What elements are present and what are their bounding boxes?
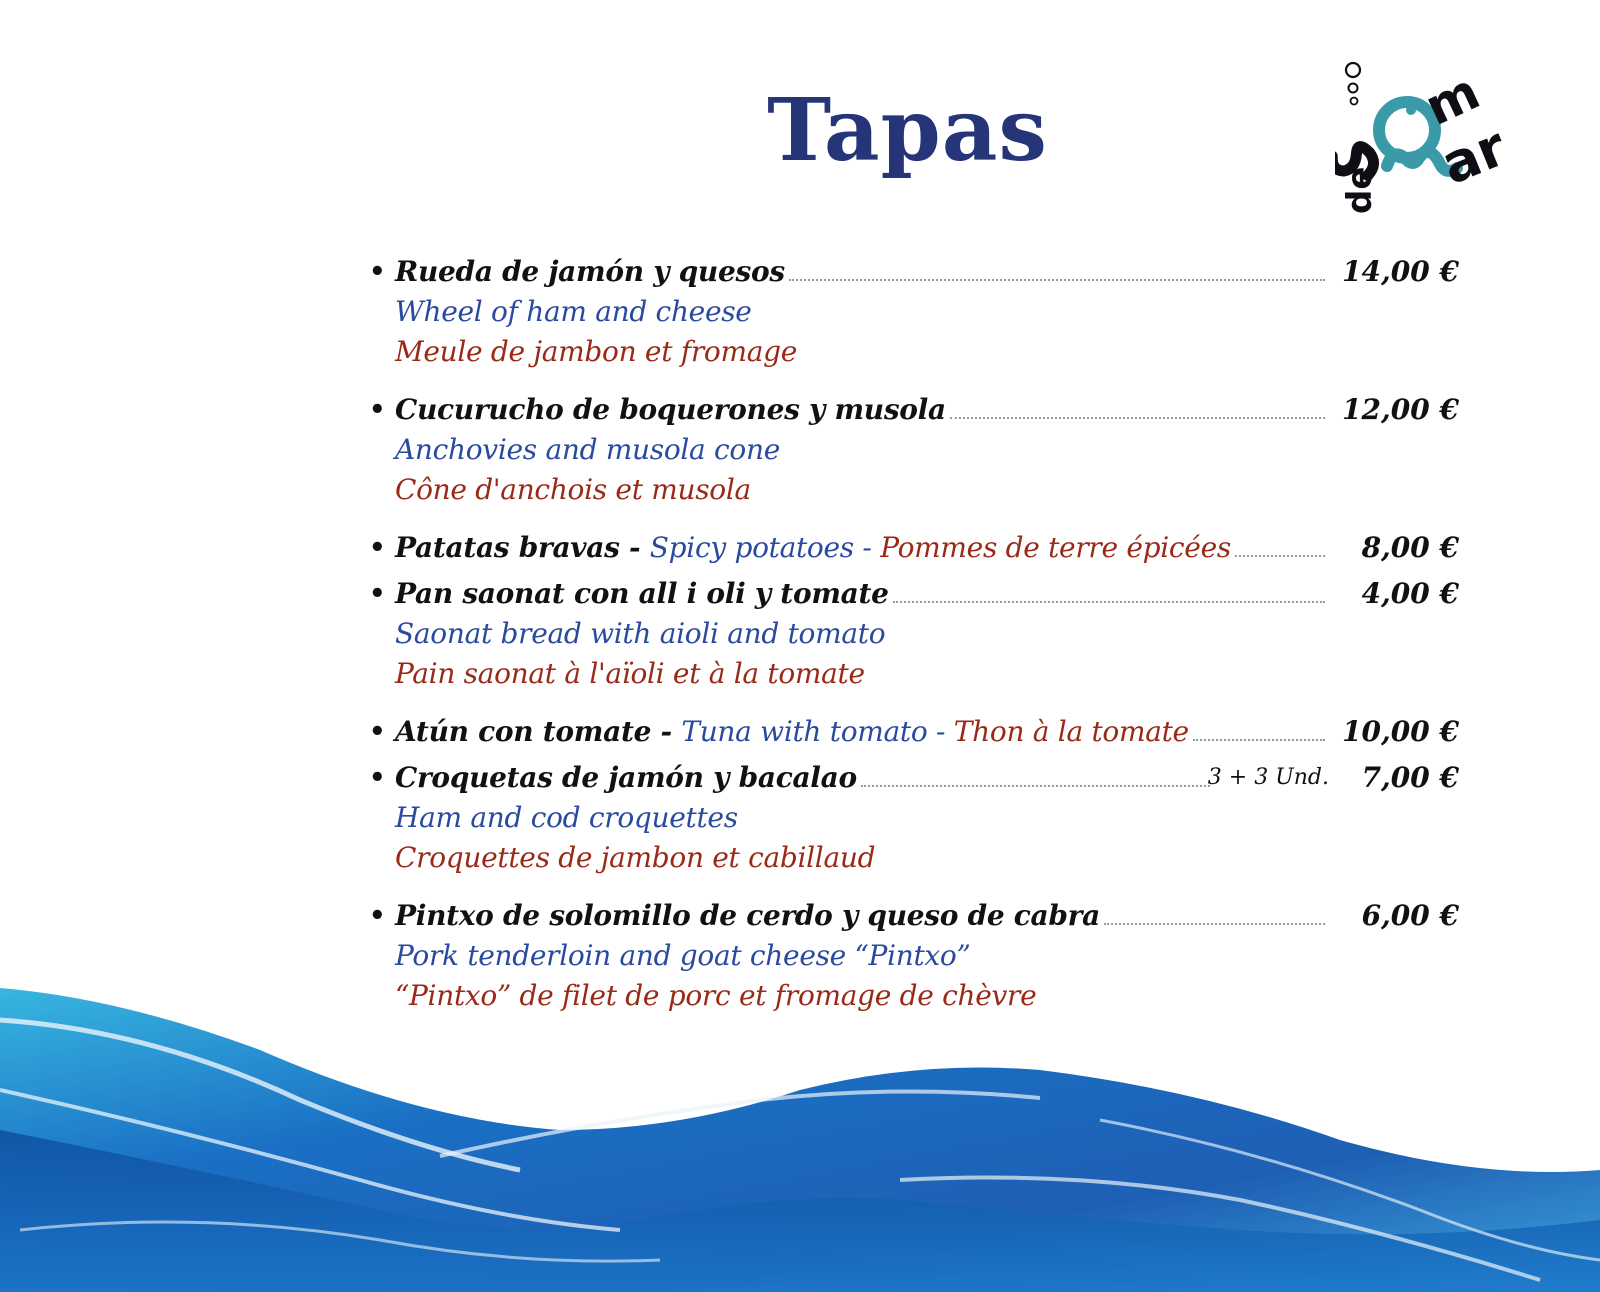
item-french: Meule de jambon et fromage [395, 335, 798, 368]
bullet-icon: • [369, 579, 386, 609]
dot-leader [789, 278, 1325, 281]
menu-item [369, 390, 1459, 510]
item-french: Pain saonat à l'aïoli et à la tomate [395, 657, 865, 690]
menu-item [369, 528, 1459, 568]
menu-item [369, 758, 1459, 878]
bubble-small [1351, 98, 1358, 105]
menu-item [369, 252, 1459, 372]
item-price: 6,00 € [1361, 899, 1459, 932]
item-price: 10,00 € [1342, 715, 1459, 748]
item-name: Atún con tomate [395, 715, 652, 748]
dot-leader [1104, 922, 1325, 925]
bubble-medium [1349, 84, 1358, 93]
item-french: Thon à la tomate [953, 715, 1189, 748]
item-french: “Pintxo” de filet de porc et fromage de chèvre [395, 979, 1037, 1012]
page-title: Tapas [767, 80, 1048, 181]
item-name: Rueda de jamón y quesos [395, 255, 785, 288]
item-name: Pan saonat con all i oli y tomate [395, 577, 889, 610]
item-english: Ham and cod croquettes [395, 801, 738, 834]
item-name: Croquetas de jamón y bacalao [395, 761, 857, 794]
separator: - [853, 531, 881, 564]
somdemar-logo [1335, 58, 1535, 228]
item-name: Pintxo de solomillo de cerdo y queso de cabra [395, 899, 1100, 932]
dot-leader [893, 600, 1325, 603]
item-name: Patatas bravas [395, 531, 620, 564]
dot-leader [1193, 738, 1325, 741]
separator: - [619, 531, 650, 564]
item-english: Saonat bread with aioli and tomato [395, 617, 886, 650]
separator: - [651, 715, 682, 748]
item-english: Tuna with tomato [681, 715, 928, 748]
dot-leader [861, 784, 1210, 787]
logo-letters-de: de [1340, 166, 1380, 214]
dot-leader [1235, 554, 1325, 557]
item-french: Cône d'anchois et musola [395, 473, 751, 506]
bullet-icon: • [369, 901, 386, 931]
bullet-icon: • [369, 717, 386, 747]
item-price: 4,00 € [1361, 577, 1459, 610]
tapas-menu [369, 252, 1459, 1016]
item-price: 8,00 € [1361, 531, 1459, 564]
item-french: Pommes de terre épicées [880, 531, 1231, 564]
item-price: 12,00 € [1342, 393, 1459, 426]
item-price: 7,00 € [1361, 761, 1459, 794]
item-french: Croquettes de jambon et cabillaud [395, 841, 876, 874]
bullet-icon: • [369, 395, 386, 425]
octopus-eye-icon [1406, 105, 1416, 115]
separator: - [927, 715, 954, 748]
menu-item [369, 712, 1459, 752]
logo-letter-m: m [1416, 62, 1489, 137]
item-price: 14,00 € [1342, 255, 1459, 288]
item-english: Pork tenderloin and goat cheese “Pintxo” [395, 939, 971, 972]
item-quantity: 3 + 3 Und. [1207, 765, 1329, 790]
menu-item [369, 574, 1459, 694]
logo-letters-ar: ar [1432, 114, 1515, 197]
item-name: Cucurucho de boquerones y musola [395, 393, 946, 426]
dot-leader [950, 416, 1325, 419]
item-english: Anchovies and musola cone [395, 433, 780, 466]
bubble-large [1346, 63, 1360, 77]
bullet-icon: • [369, 533, 386, 563]
ocean-waves-decoration [0, 980, 1600, 1292]
bullet-icon: • [369, 763, 386, 793]
item-english: Spicy potatoes [649, 531, 854, 564]
item-english: Wheel of ham and cheese [395, 295, 752, 328]
bullet-icon: • [369, 257, 386, 287]
